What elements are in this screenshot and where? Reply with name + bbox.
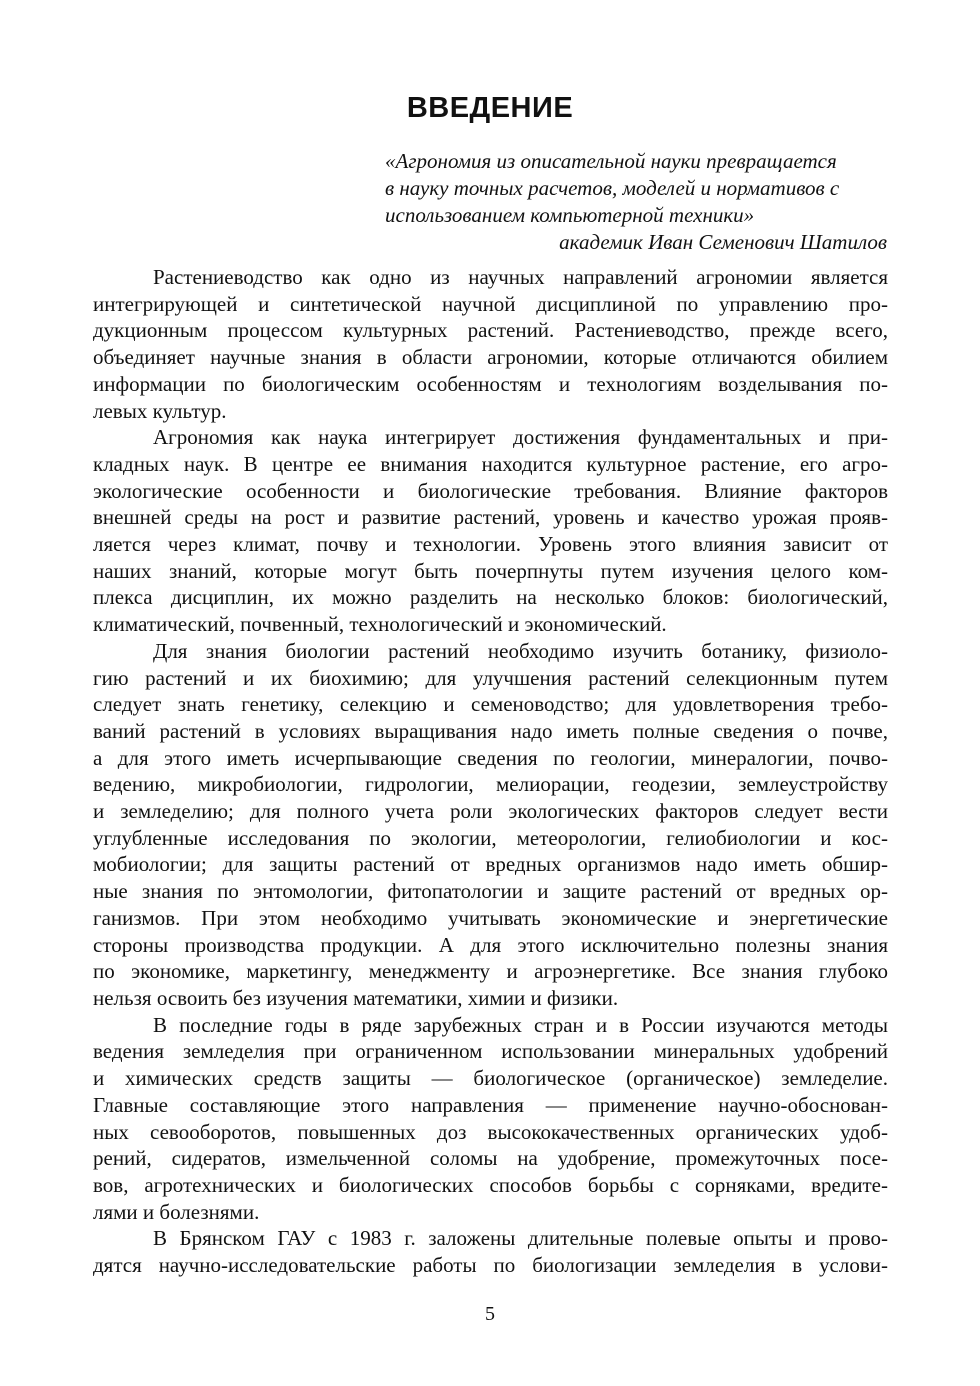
paragraph-line: Для знания биологии растений необходимо изучить ботанику, физиоло-	[153, 638, 888, 663]
epigraph	[385, 148, 887, 256]
paragraph-line: ведению, микробиологии, гидрологии, мелиорации, геодезии, землеустройству	[93, 772, 888, 797]
paragraph-line: дукционным процессом культурных растений. Растениеводство, прежде всего,	[93, 318, 888, 343]
paragraph-line: наших знаний, которые могут быть почерпнуты путем изучения целого ком-	[93, 558, 888, 583]
paragraph-line: ваний растений в условиях выращивания надо иметь полные сведения о почве,	[93, 718, 888, 743]
paragraph-line: информации по биологическим особенностям и технологиям возделывания по-	[93, 371, 888, 396]
paragraph-line: левых культур.	[93, 398, 227, 423]
paragraph-line: кладных наук. В центре ее внимания находится культурное растение, его агро-	[93, 451, 888, 476]
epigraph-author: академик Иван Семенович Шатилов	[559, 230, 887, 254]
paragraph-line: мобиологии; для защиты растений от вредных организмов надо иметь обшир-	[93, 852, 888, 877]
paragraph-line: вов, агротехнических и биологических способов борьбы с сорняками, вредите-	[93, 1172, 888, 1197]
paragraph	[93, 1012, 888, 1226]
body-text	[93, 264, 888, 1279]
paragraph-line: следует знать генетику, селекцию и семеноводство; для удовлетворения требо-	[93, 692, 888, 717]
paragraph-line: по экономике, маркетингу, менеджменту и агроэнергетике. Все знания глубоко	[93, 959, 888, 984]
paragraph-line: Главные составляющие этого направления — применение научно-обоснован-	[93, 1092, 888, 1117]
paragraph-line: Агрономия как наука интегрирует достижения фундаментальных и при-	[153, 425, 888, 450]
paragraph-line: климатический, почвенный, технологический и экономический.	[93, 612, 667, 637]
page-title: ВВЕДЕНИЕ	[406, 92, 574, 124]
paragraph-line: ляется через климат, почву и технологии. Уровень этого влияния зависит от	[93, 532, 888, 557]
paragraph-line: интегрирующей и синтетической научной дисциплиной по управлению про-	[93, 291, 888, 316]
paragraph	[93, 264, 888, 424]
paragraph-line: нельзя освоить без изучения математики, химии и физики.	[93, 985, 619, 1010]
paragraph-line: плекса дисциплин, их можно разделить на несколько блоков: биологический,	[93, 585, 888, 610]
paragraph-line: стороны производства продукции. А для этого исключительно полезны знания	[93, 932, 888, 957]
epigraph-line: «Агрономия из описательной науки превращается	[385, 149, 837, 173]
epigraph-line: в науку точных расчетов, моделей и нормативов с	[385, 176, 840, 200]
paragraph-line: внешней среды на рост и развитие растений, уровень и качество урожая прояв-	[93, 505, 888, 530]
paragraph-line: и химических средств защиты — биологическое (органическое) земледелие.	[93, 1066, 888, 1091]
paragraph-line: ных севооборотов, повышенных доз высококачественных органических удоб-	[93, 1119, 888, 1144]
page-number: 5	[485, 1303, 495, 1325]
paragraph-line: лями и болезнями.	[93, 1199, 260, 1224]
paragraph	[93, 424, 888, 638]
paragraph-line: рений, сидератов, измельченной соломы на удобрение, промежуточных посе-	[93, 1146, 888, 1171]
paragraph-line: а для этого иметь исчерпывающие сведения по геологии, минералогии, почво-	[93, 745, 888, 770]
paragraph-line: объединяет научные знания в области агрономии, которые отличаются обилием	[93, 345, 888, 370]
epigraph-line: использованием компьютерной техники»	[385, 203, 755, 227]
paragraph-line: и земледелию; для полного учета роли экологических факторов следует вести	[93, 799, 888, 824]
paragraph-line: ные знания по энтомологии, фитопатологии и защите растений от вредных ор-	[93, 879, 888, 904]
paragraph-line: гию растений и их биохимию; для улучшения растений селекционным путем	[93, 665, 888, 690]
paragraph-line: ганизмов. При этом необходимо учитывать экономические и энергетические	[93, 905, 888, 930]
paragraph-line: Растениеводство как одно из научных направлений агрономии является	[153, 265, 888, 289]
paragraph	[93, 1225, 888, 1278]
paragraph-line: углубленные исследования по экологии, метеорологии, гелиобиологии и кос-	[93, 825, 888, 850]
paragraph-line: В Брянском ГАУ с 1983 г. заложены длительные полевые опыты и прово-	[153, 1226, 888, 1251]
paragraph-line: ведения земледелия при ограниченном использовании минеральных удобрений	[93, 1039, 888, 1064]
paragraph-line: дятся научно-исследовательские работы по биологизации земледелия в услови-	[93, 1253, 888, 1278]
paragraph-line: экологические особенности и биологические требования. Влияние факторов	[93, 478, 888, 503]
paragraph	[93, 638, 888, 1012]
paragraph-line: В последние годы в ряде зарубежных стран и в России изучаются методы	[153, 1012, 888, 1037]
